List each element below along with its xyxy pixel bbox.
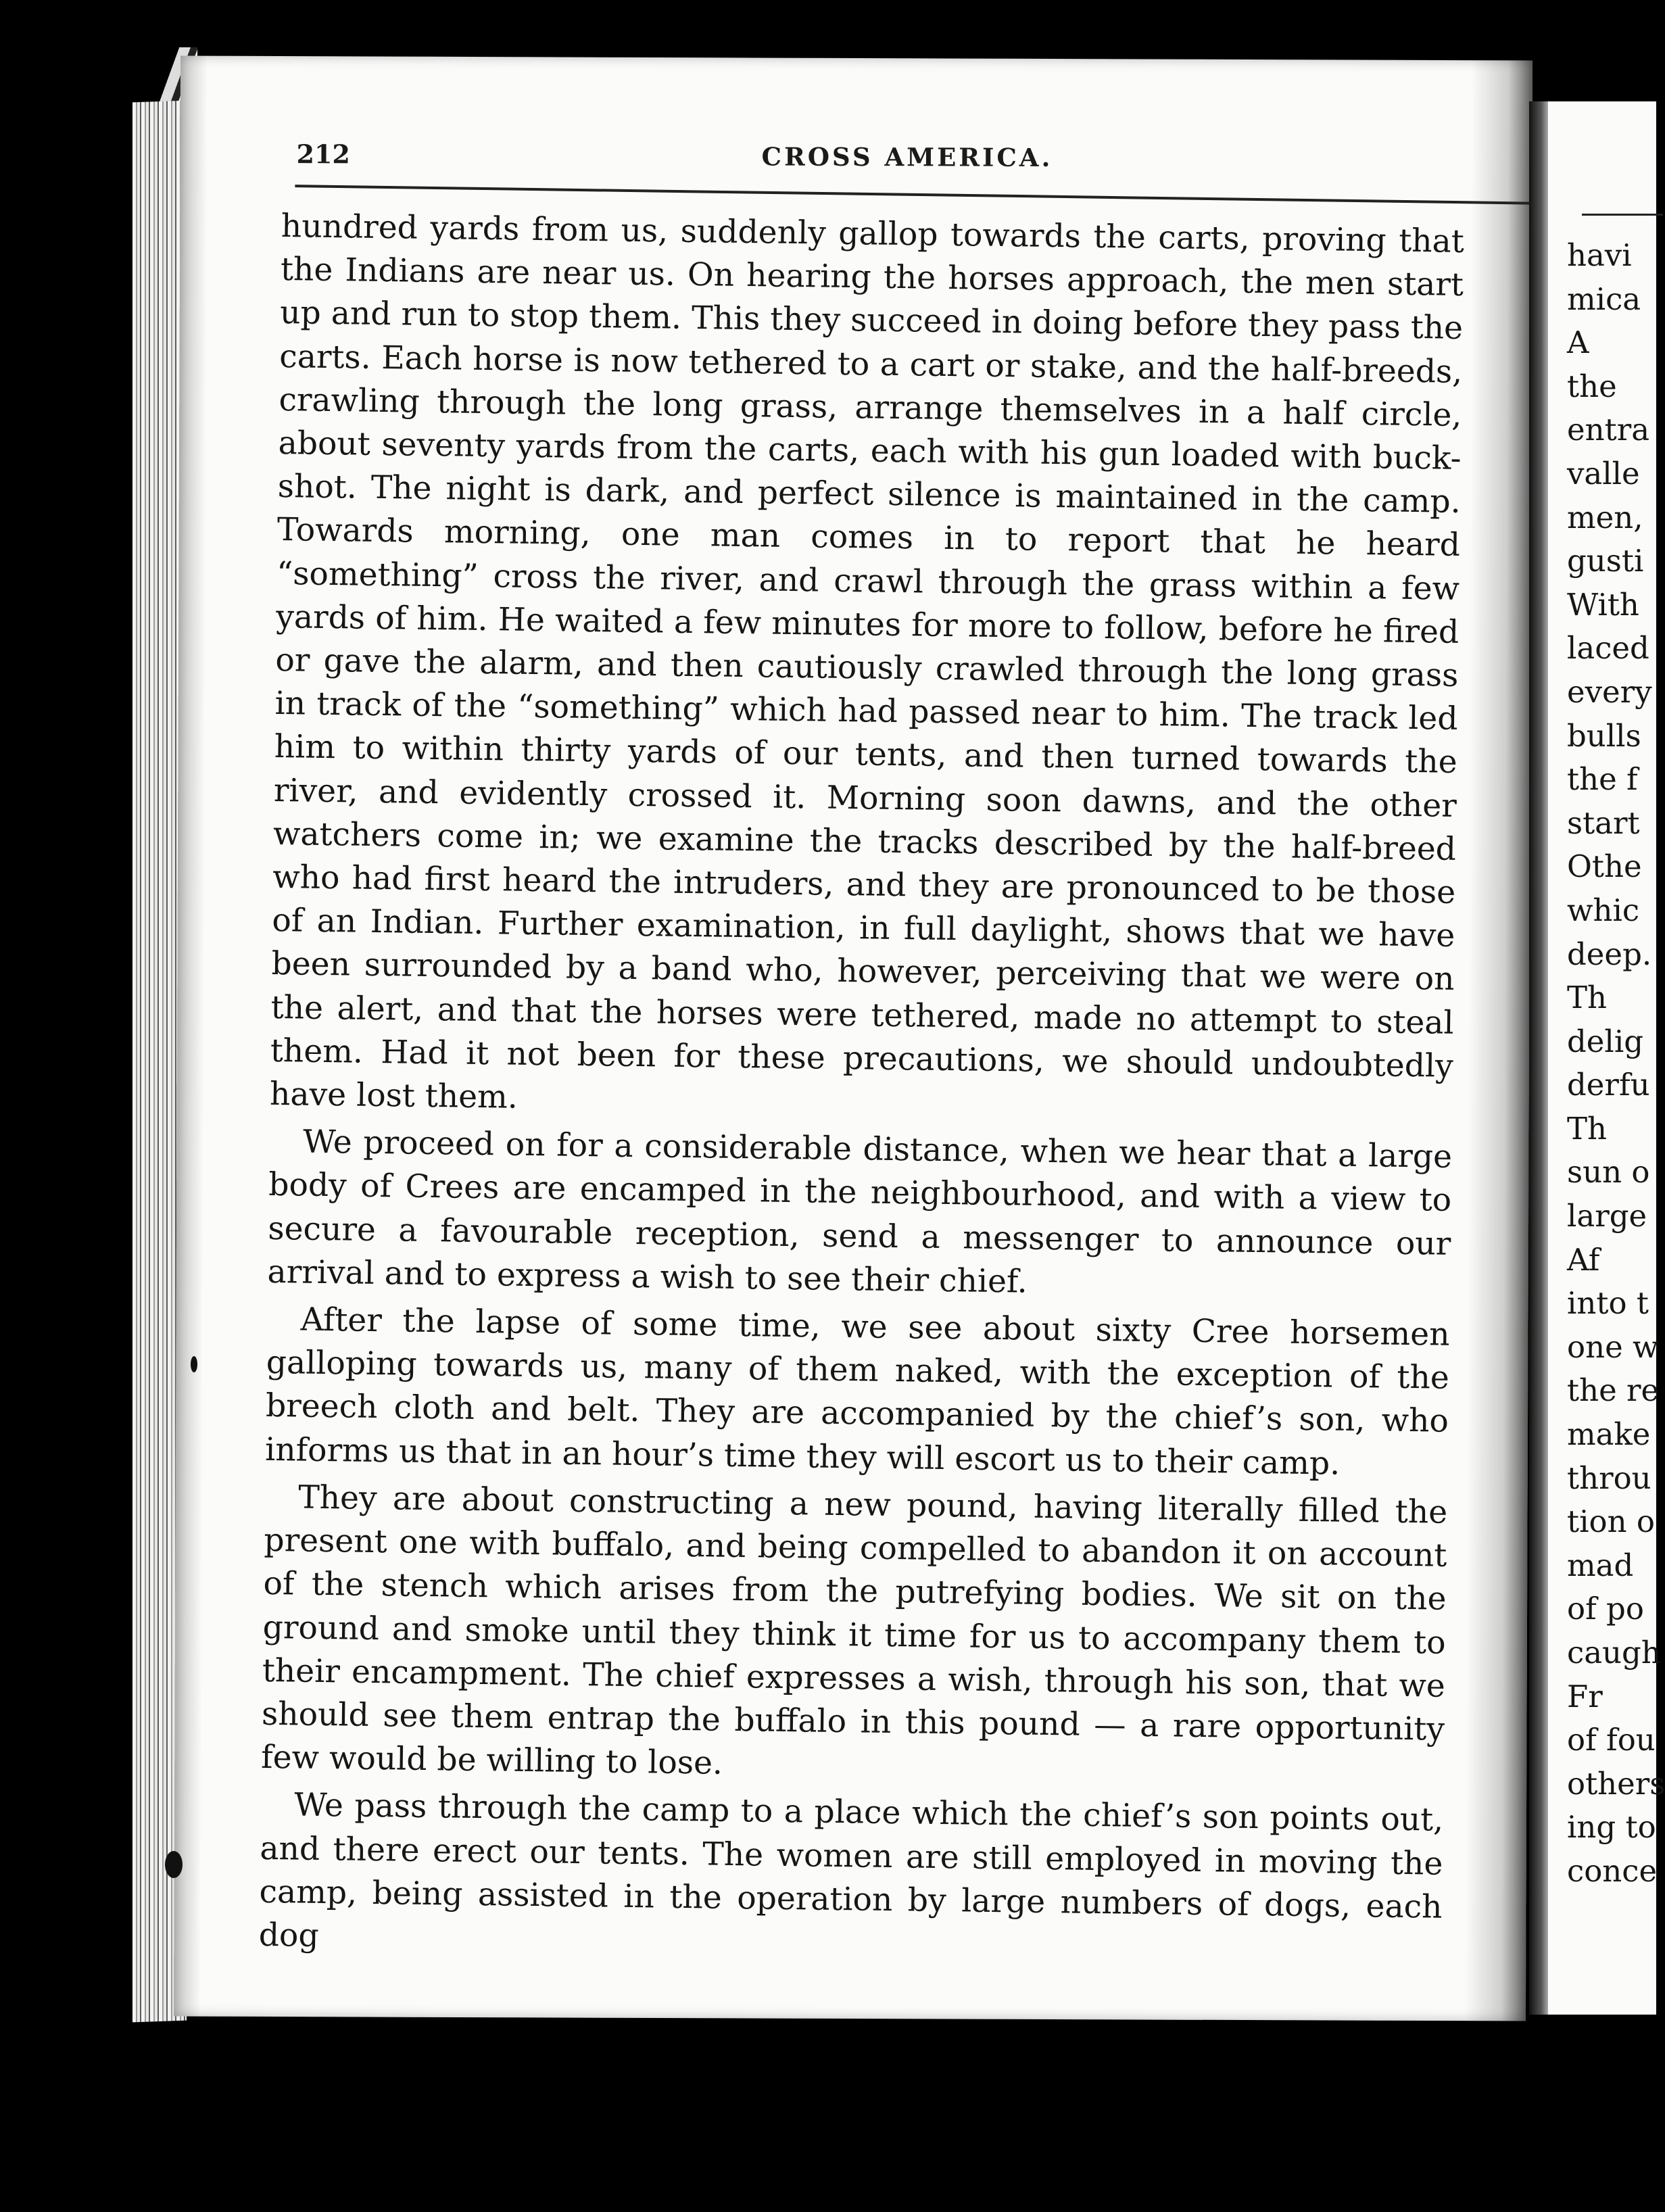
- ink-mark: [191, 1356, 197, 1372]
- facing-page-line: Af: [1567, 1241, 1600, 1278]
- facing-page-line: valle: [1567, 455, 1640, 491]
- facing-page-line: Fr: [1567, 1678, 1603, 1714]
- facing-page-line: large: [1567, 1198, 1647, 1234]
- facing-page-line: sun o: [1567, 1154, 1650, 1191]
- facing-page-line: mad: [1567, 1547, 1634, 1583]
- facing-page-line: With: [1567, 586, 1639, 623]
- facing-page-line: the: [1567, 368, 1617, 404]
- facing-page-line: gusti: [1567, 543, 1644, 579]
- facing-page-line: mica: [1567, 281, 1641, 317]
- facing-page-line: derfu: [1567, 1067, 1650, 1103]
- facing-page-line: of fou: [1567, 1722, 1656, 1758]
- page-number: 212: [296, 139, 350, 170]
- facing-page-line: whic: [1567, 892, 1640, 928]
- facing-page-line: bulls: [1567, 717, 1641, 754]
- book-spine-gap: [1529, 101, 1549, 2015]
- facing-page-line: one w: [1567, 1328, 1659, 1365]
- facing-page-line: havi: [1567, 237, 1632, 273]
- facing-page-line: the re: [1567, 1372, 1660, 1409]
- facing-page-line: ing to: [1567, 1809, 1656, 1846]
- facing-page-line: throu: [1567, 1460, 1651, 1496]
- page-gutter-shadow: [1465, 60, 1533, 2021]
- facing-page-line: delig: [1567, 1023, 1644, 1059]
- running-title: CROSS AMERICA.: [761, 141, 1053, 173]
- facing-page-line: others: [1567, 1765, 1665, 1802]
- facing-page-line: into t: [1567, 1285, 1649, 1322]
- facing-page-line: A: [1567, 324, 1589, 361]
- facing-page-line: of po: [1567, 1591, 1644, 1627]
- facing-page-line: Th: [1567, 1110, 1607, 1147]
- facing-page-line: Othe: [1567, 848, 1642, 885]
- facing-page-line: men,: [1567, 499, 1643, 535]
- facing-page-line: tion o: [1567, 1504, 1655, 1540]
- facing-page-line: start: [1567, 804, 1640, 841]
- facing-page-line: laced: [1567, 630, 1649, 667]
- facing-page-line: conce: [1567, 1852, 1658, 1889]
- book-page: [174, 56, 1533, 2021]
- body-text: [258, 205, 1464, 1973]
- facing-page: [1548, 101, 1665, 2015]
- facing-page-line: every: [1567, 673, 1652, 710]
- paragraph: hundred yards from us, suddenly gallop towards the carts, proving that the Indians are near us. On hearing the horses approach, the men start up and run to stop them. This they succeed in doing before they pass the carts. Each horse is now tethered to a cart or stake, and the half-breeds, crawling through the long grass, arrange themselves in a half circle, about seventy yards from the carts, each with his gun loaded with buck-shot. The night is dark, and perfect silence is maintained in the camp. Towards morning, one man comes in to report that he heard “something” cross the river, and crawl through the grass within a few yards of him. He waited a few minutes for more to follow, before he fired or gave the alarm, and then cautiously crawled through the long grass in track of the “something” which had passed near to him. The track led him to within thirty yards of our tents, and then turned towards the river, and evidently crossed it. Morning soon dawns, and the other watchers come in; we examine the tracks described by the half-breed who had first heard the intruders, and they are pronounced to be those of an Indian. Further examination, in full daylight, shows that we have been surrounded by a band who, however, perceiving that we were on the alert, and that the horses were tethered, made no attempt to steal them. Had it not been for these precautions, we should undoubtedly have lost them.: [269, 208, 1465, 1116]
- paragraph: We pass through the camp to a place which the chief’s son points out, and there erect our tents. The women are still employed in moving the camp, being assisted in the operation by large numbers of dogs, each dog: [258, 1786, 1444, 1954]
- paragraph: They are about constructing a new pound, having literally filled the present one with buffalo, and being compelled to abandon it on account of the stench which arises from the putrefying bodies. We sit on the ground and smoke until they think it time for us to accompany them to their encampment. The chief expresses a wish, through his son, that we should see them entrap the buffalo in this pound — a rare opportunity few would be willing to lose.: [260, 1478, 1448, 1782]
- running-head: [180, 56, 1533, 189]
- facing-page-text: [1567, 234, 1665, 1894]
- facing-page-line: Th: [1567, 980, 1607, 1016]
- facing-page-line: caugh: [1567, 1635, 1661, 1670]
- header-rule: [295, 185, 1559, 205]
- paragraph: We proceed on for a considerable distance, when we hear that a large body of Crees are encamped in the neighbourhood, and with a view to secure a favourable reception, send a messenger to announce our arrival and to express a wish to see their chief.: [267, 1123, 1453, 1301]
- paragraph: After the lapse of some time, we see about sixty Cree horsemen galloping towards us, many of them naked, with the exception of the breech cloth and belt. They are accompanied by the chief’s son, who informs us that in an hour’s time they will escort us to their camp.: [264, 1301, 1450, 1483]
- facing-page-rule: [1582, 214, 1663, 216]
- ink-blot: [165, 1851, 183, 1878]
- facing-page-line: the f: [1567, 761, 1638, 798]
- facing-page-line: deep.: [1567, 936, 1652, 972]
- facing-page-line: make: [1567, 1416, 1651, 1453]
- facing-page-line: entra: [1567, 412, 1650, 448]
